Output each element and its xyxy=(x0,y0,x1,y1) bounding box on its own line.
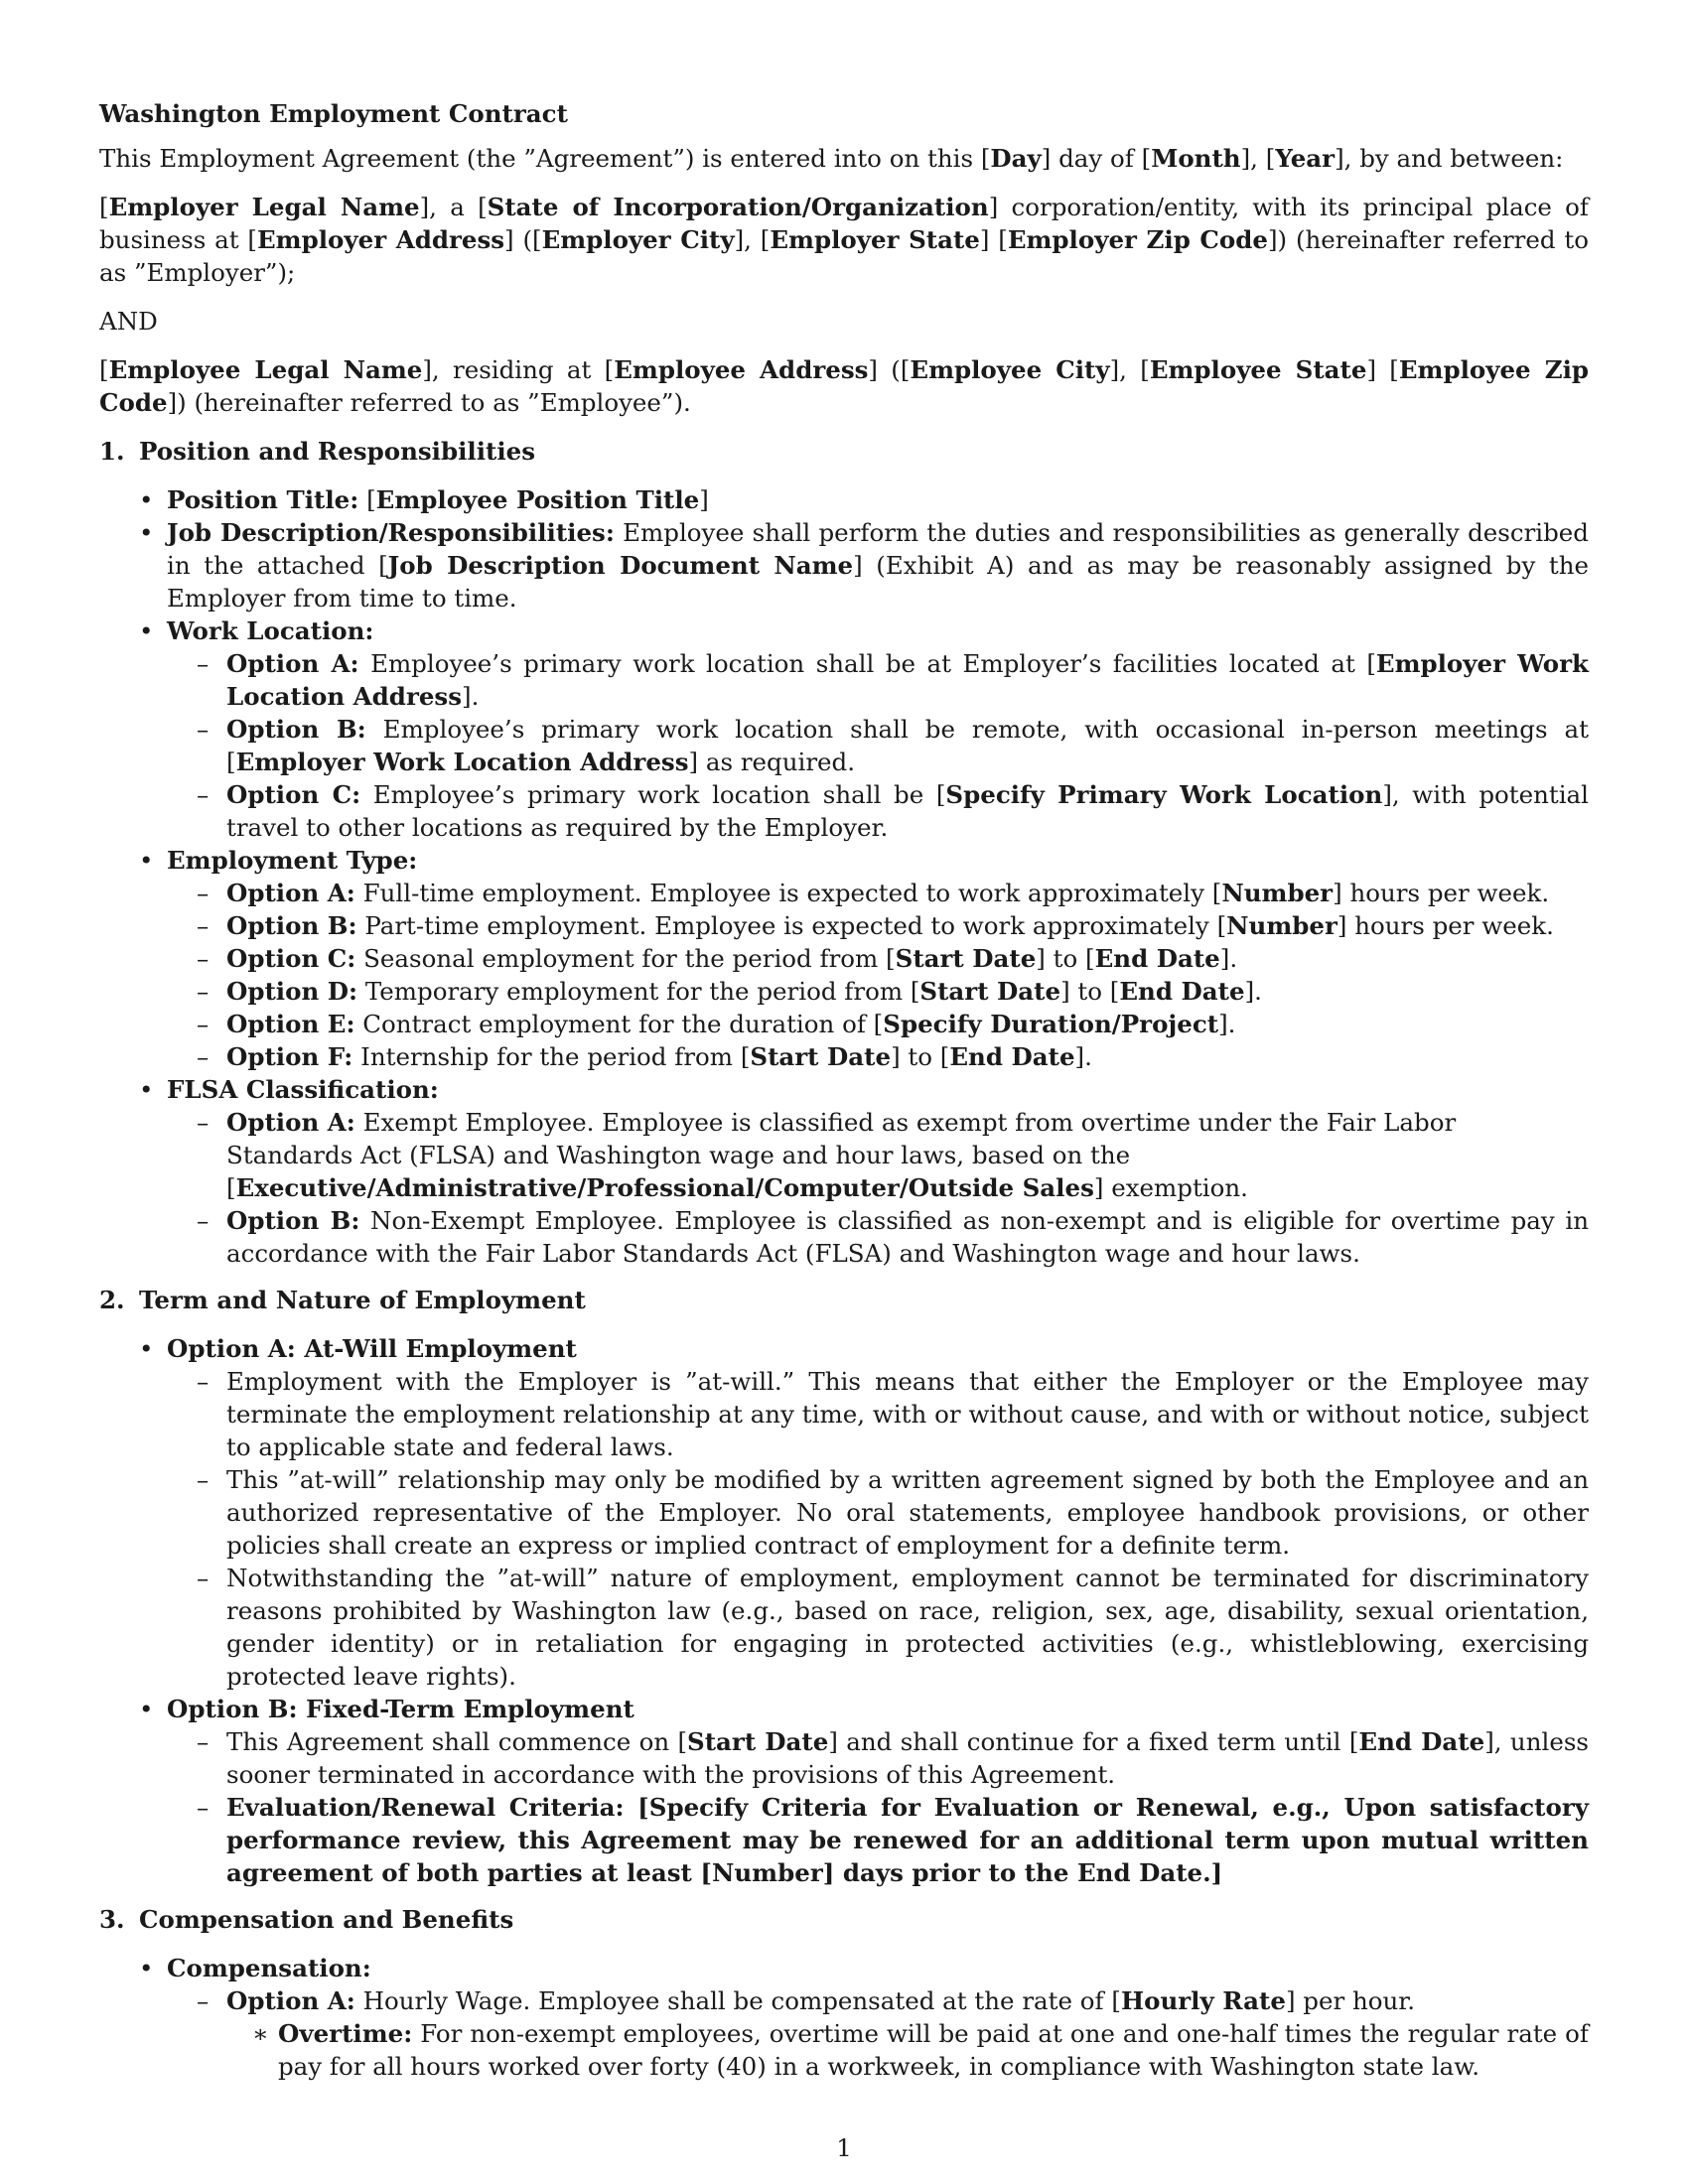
compensation-option-a: – Option A: Hourly Wage. Employee shall be compensated at the rate of [Hourly Rate] per hour. ∗ Overtime: For non-exempt employees, overtime will be paid at one and one-half times the regular rate of pay for all hours worked over forty (40) in a workweek, in compliance with Washington state law. xyxy=(167,1984,1589,2083)
document-body xyxy=(99,97,1589,2097)
at-will-paragraph-1: – Employment with the Employer is ”at-will.” This means that either the Employer or the Employee may terminate the employment relationship at any time, with or without cause, and with or without notice, subject to applicable state and federal laws. xyxy=(167,1365,1589,1463)
at-will-paragraph-3: – Notwithstanding the ”at-will” nature of employment, employment cannot be terminated for discriminatory reasons prohibited by Washington law (e.g., based on race, religion, sex, age, disability, sexual orientation, gender identity) or in retaliation for engaging in protected activities (e.g., whistleblowing, exercising protected leave rights). xyxy=(167,1562,1589,1693)
section-3-heading: 3. Compensation and Benefits xyxy=(99,1905,514,1934)
section-1-list xyxy=(99,483,1589,1270)
flsa-classification-item: • FLSA Classification: – Option A: Exempt Employee. Employee is classified as exempt from overtime under the Fair Labor Standards Act (FLSA) and Washington wage and hour laws, based on the [Executive/Administrative/Professional/Computer/Outside Sales] exemption. – Option B: Non-Exempt Employee. Employee is classified as non-exempt and is eligible for overtime pay in accordance with the Fair Labor Standards Act (FLSA) and Washington wage and hour laws. xyxy=(99,1073,1589,1270)
page-number: 1 xyxy=(836,2133,852,2162)
month-placeholder: Month xyxy=(1151,144,1241,173)
year-placeholder: Year xyxy=(1275,144,1336,173)
work-location-item: • Work Location: – Option A: Employee’s primary work location shall be at Employer’s facilities located at [Employer Work Location Address]. – Option B: Employee’s primary work location shall be remote, with occasional in-person meetings at [Employer Work Location Address] as required. – Option C: Employee’s primary work location shall be [Specify Primary Work Location], with potential travel to other locations as required by the Employer. xyxy=(99,614,1589,844)
employee-address-placeholder: Employee Address xyxy=(614,355,869,384)
overtime-item: ∗ Overtime: For non-exempt employees, overtime will be paid at one and one-half times the regular rate of pay for all hours worked over forty (40) in a workweek, in compliance with Washington state law. xyxy=(226,2017,1589,2083)
employment-type-option-b: – Option B: Part-time employment. Employee is expected to work approximately [Number] hours per week. xyxy=(167,909,1589,942)
at-will-item: • Option A: At-Will Employment – Employment with the Employer is ”at-will.” This means that either the Employer or the Employee may terminate the employment relationship at any time, with or without cause, and with or without notice, subject to applicable state and federal laws. – This ”at-will” relationship may only be modified by a written agreement signed by both the Employee and an authorized representative of the Employer. No oral statements, employee handbook provisions, or other policies shall create an express or implied contract of employment for a definite term. – Notwithstanding the ”at-will” nature of employment, employment cannot be terminated for discriminatory reasons prohibited by Washington law (e.g., based on race, religion, sex, age, disability, sexual orientation, gender identity) or in retaliation for engaging in protected activities (e.g., whistleblowing, exercising protected leave rights). xyxy=(99,1332,1589,1693)
section-3-list xyxy=(99,1952,1589,2083)
employment-type-option-c: – Option C: Seasonal employment for the period from [Start Date] to [End Date]. xyxy=(167,942,1589,975)
position-title-item: • Position Title: [Employee Position Title] xyxy=(99,483,1589,516)
employer-paragraph: [Employer Legal Name], a [State of Incorporation/Organization] corporation/entity, with its principal place of business at [Employer Address] ([Employer City], [Employer State] [Employer Zip Code]) (hereinafter referred to as ”Employer”); xyxy=(99,193,1590,287)
day-placeholder: Day xyxy=(990,144,1042,173)
employee-city-placeholder: Employee City xyxy=(910,355,1110,384)
at-will-paragraph-2: – This ”at-will” relationship may only be modified by a written agreement signed by both the Employee and an authorized representative of the Employer. No oral statements, employee handbook provisions, or other policies shall create an express or implied contract of employment for a definite term. xyxy=(167,1463,1589,1562)
employer-city-placeholder: Employer City xyxy=(541,225,735,254)
employee-paragraph: [Employee Legal Name], residing at [Employee Address] ([Employee City], [Employee State] [Employee Zip Code]) (hereinafter referred to as ”Employee”). xyxy=(99,355,1590,417)
employer-zip-placeholder: Employer Zip Code xyxy=(1007,225,1268,254)
employment-type-option-e: – Option E: Contract employment for the duration of [Specify Duration/Project]. xyxy=(167,1008,1589,1040)
work-location-option-a: – Option A: Employee’s primary work location shall be at Employer’s facilities located at [Employer Work Location Address]. xyxy=(167,647,1589,713)
employee-name-placeholder: Employee Legal Name xyxy=(108,355,423,384)
employment-type-option-a: – Option A: Full-time employment. Employee is expected to work approximately [Number] hours per week. xyxy=(167,877,1589,909)
work-location-option-c: – Option C: Employee’s primary work location shall be [Specify Primary Work Location], with potential travel to other locations as required by the Employer. xyxy=(167,778,1589,844)
employer-name-placeholder: Employer Legal Name xyxy=(108,193,420,221)
work-location-option-b: – Option B: Employee’s primary work location shall be remote, with occasional in-person meetings at [Employer Work Location Address] as required. xyxy=(167,713,1589,778)
employer-state-placeholder: Employer State xyxy=(770,225,980,254)
flsa-option-b: – Option B: Non-Exempt Employee. Employee is classified as non-exempt and is eligible for overtime pay in accordance with the Fair Labor Standards Act (FLSA) and Washington wage and hour laws. xyxy=(167,1204,1589,1270)
compensation-item: • Compensation: – Option A: Hourly Wage. Employee shall be compensated at the rate of [Hourly Rate] per hour. ∗ Overtime: For non-exempt employees, overtime will be paid at one and one-half times the regular rate of pay for all hours worked over forty (40) in a workweek, in compliance with Washington state law. xyxy=(99,1952,1589,2083)
state-of-incorporation-placeholder: State of Incorporation/Organization xyxy=(487,193,989,221)
intro-paragraph: This Employment Agreement (the ”Agreement”) is entered into on this [Day] day of [Month], [Year], by and between: xyxy=(99,144,1564,173)
and-separator: AND xyxy=(99,307,158,336)
fixed-term-paragraph: – This Agreement shall commence on [Start Date] and shall continue for a fixed term until [End Date], unless sooner terminated in accordance with the provisions of this Agreement. xyxy=(167,1725,1589,1791)
employee-zip-placeholder: Employee Zip Code xyxy=(99,355,1590,417)
employment-type-option-d: – Option D: Temporary employment for the period from [Start Date] to [End Date]. xyxy=(167,975,1589,1008)
section-2-list xyxy=(99,1332,1589,1889)
evaluation-renewal-paragraph: – Evaluation/Renewal Criteria: [Specify Criteria for Evaluation or Renewal, e.g., Upon satisfactory performance review, this Agreement may be renewed for an additional term upon mutual written agreement of both parties at least [Number] days prior to the End Date.] xyxy=(167,1791,1589,1889)
employee-state-placeholder: Employee State xyxy=(1149,355,1367,384)
section-2-heading: 2. Term and Nature of Employment xyxy=(99,1286,586,1314)
job-description-item: • Job Description/Responsibilities: Employee shall perform the duties and responsibilities as generally described in the attached [Job Description Document Name] (Exhibit A) and as may be reasonably assigned by the Employer from time to time. xyxy=(99,516,1589,614)
employment-type-item: • Employment Type: – Option A: Full-time employment. Employee is expected to work approximately [Number] hours per week. – Option B: Part-time employment. Employee is expected to work approximately [Number] hours per week. – Option C: Seasonal employment for the period from [Start Date] to [End Date]. – Option D: Temporary employment for the period from [Start Date] to [End Date]. – Option E: Contract employment for the duration of [Specify Duration/Project]. – Option F: Internship for the period from [Start Date] to [End Date]. xyxy=(99,844,1589,1073)
employment-type-option-f: – Option F: Internship for the period from [Start Date] to [End Date]. xyxy=(167,1040,1589,1073)
section-1-heading: 1. Position and Responsibilities xyxy=(99,437,536,466)
fixed-term-item: • Option B: Fixed-Term Employment – This Agreement shall commence on [Start Date] and shall continue for a fixed term until [End Date], unless sooner terminated in accordance with the provisions of this Agreement. – Evaluation/Renewal Criteria: [Specify Criteria for Evaluation or Renewal, e.g., Upon satisfactory performance review, this Agreement may be renewed for an additional term upon mutual written agreement of both parties at least [Number] days prior to the End Date.] xyxy=(99,1693,1589,1889)
employer-address-placeholder: Employer Address xyxy=(257,225,505,254)
document-title: Washington Employment Contract xyxy=(99,99,568,128)
flsa-option-a: – Option A: Exempt Employee. Employee is classified as exempt from overtime under the Fair Labor Standards Act (FLSA) and Washington wage and hour laws, based on the [Executive/Administrative/Professional/Computer/Outside Sales] exemption. xyxy=(167,1106,1589,1204)
